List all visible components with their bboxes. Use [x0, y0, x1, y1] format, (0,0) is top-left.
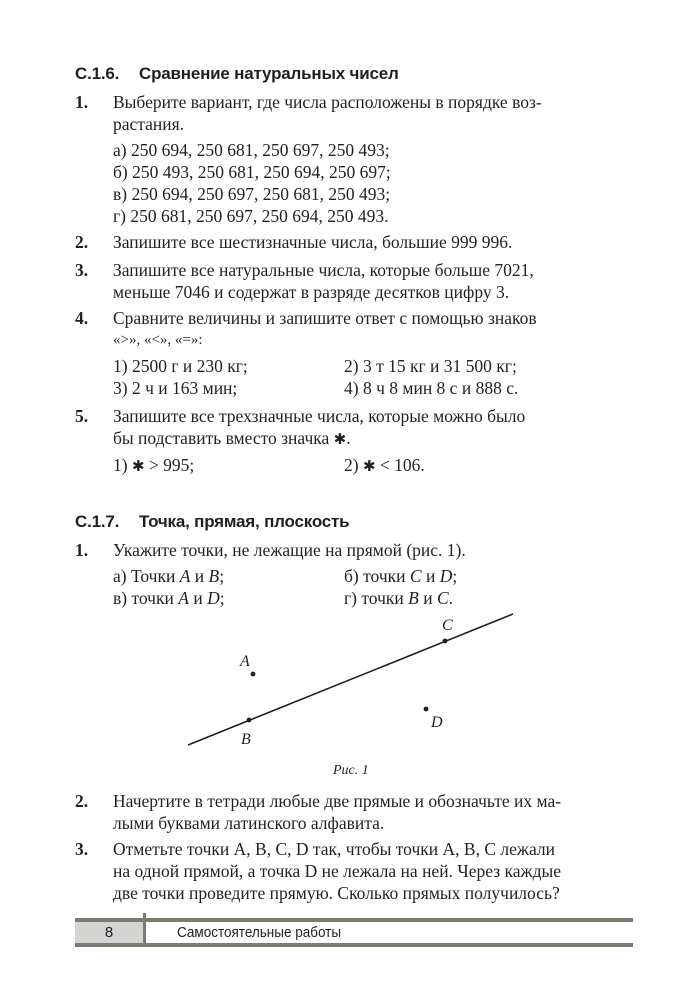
- punctuation: ;: [219, 588, 225, 608]
- section-number: С.1.7.: [75, 512, 120, 531]
- task-number: 1.: [75, 540, 89, 560]
- point-label: B: [208, 566, 220, 586]
- text-line: растания.: [113, 114, 185, 134]
- line-points-diagram: [170, 600, 540, 790]
- text-fragment: бы подставить вместо значка: [113, 428, 330, 448]
- option-text: > 995;: [148, 455, 195, 475]
- point-label: B: [408, 588, 419, 608]
- point-label: C: [436, 588, 449, 608]
- task-number: 2.: [75, 791, 89, 811]
- point-b-label: B: [241, 731, 251, 748]
- asterisk-symbol-icon: ✱: [362, 457, 376, 475]
- punctuation: ;: [219, 566, 225, 586]
- option-3: 3) 2 ч и 163 мин;: [113, 378, 238, 398]
- straight-line: [188, 614, 513, 745]
- option-b: [344, 565, 650, 587]
- text-line: меньше 7046 и содержат в разряде десятков цифру 3.: [113, 282, 510, 302]
- task-text: Запишите все шестизначные числа, большие 999 996.: [113, 232, 513, 252]
- option-4: 4) 8 ч 8 мин 8 с и 888 с.: [344, 378, 519, 398]
- task-1-6-2: [75, 231, 650, 253]
- footer-divider: [143, 913, 146, 947]
- task-text: Укажите точки, не лежащие на прямой (рис. 1).: [113, 540, 466, 560]
- task-number: 4.: [75, 308, 89, 328]
- option-label: 2): [344, 455, 359, 475]
- point-label: D: [439, 566, 453, 586]
- task-text: [113, 91, 650, 135]
- point-c-dot: [443, 639, 448, 644]
- task-number: 3.: [75, 839, 89, 859]
- answer-options: [113, 454, 650, 477]
- task-1-6-3: [75, 259, 650, 303]
- page-number: 8: [104, 924, 114, 941]
- point-d-label: D: [431, 714, 443, 731]
- option-v: в) 250 694, 250 697, 250 681, 250 493;: [113, 184, 391, 204]
- answer-options: [113, 355, 650, 399]
- section-heading-1-7: [75, 512, 349, 532]
- task-1-6-4: [75, 307, 650, 399]
- running-title: Самостоятельные работы: [177, 924, 342, 941]
- option-g: г) 250 681, 250 697, 250 694, 250 493.: [113, 206, 389, 226]
- text-line: лыми буквами латинского алфавита.: [113, 813, 385, 833]
- point-label: A: [179, 566, 191, 586]
- section-number: С.1.6.: [75, 64, 120, 83]
- task-text: [113, 259, 650, 303]
- text-line: Запишите все натуральные числа, которые больше 7021,: [113, 260, 534, 280]
- text-line: «>», «<», «=»:: [113, 332, 203, 348]
- text-line: Выберите вариант, где числа расположены в порядке воз-: [113, 92, 542, 112]
- task-1-7-1: [75, 539, 650, 609]
- task-number: 5.: [75, 406, 89, 426]
- task-number: 3.: [75, 260, 89, 280]
- task-text: [113, 838, 650, 904]
- task-text: [113, 790, 650, 834]
- section-title: Сравнение натуральных чисел: [139, 64, 399, 83]
- footer-bottom-rule: [75, 943, 633, 947]
- option-2: 2) 3 т 15 кг и 31 500 кг;: [344, 356, 517, 376]
- text-line: бы подставить вместо значка ✱.: [113, 428, 351, 448]
- point-label: C: [409, 566, 422, 586]
- conjunction: и: [193, 588, 203, 608]
- option-a: а) 250 694, 250 681, 250 697, 250 493;: [113, 140, 390, 160]
- option-a: [113, 565, 344, 587]
- figure-caption: Рис. 1: [333, 763, 369, 778]
- option-label: 1): [113, 455, 128, 475]
- option-label: б) точки: [344, 566, 406, 586]
- option-label: г) точки: [344, 588, 404, 608]
- option-1: [113, 454, 344, 477]
- text-line: Запишите все трехзначные числа, которые можно было: [113, 406, 526, 426]
- point-label: D: [207, 588, 220, 608]
- task-number: 2.: [75, 232, 89, 252]
- text-line: Сравните величины и запишите ответ с помощью знаков: [113, 308, 537, 328]
- text-line: две точки проведите прямую. Сколько прямых получилось?: [113, 883, 560, 903]
- section-title: Точка, прямая, плоскость: [139, 512, 350, 531]
- conjunction: и: [423, 588, 433, 608]
- point-label: A: [178, 588, 189, 608]
- task-1-6-1: [75, 91, 650, 227]
- text-line: на одной прямой, а точка D не лежала на ней. Через каждые: [113, 861, 562, 881]
- option-b: б) 250 493, 250 681, 250 694, 250 697;: [113, 162, 391, 182]
- asterisk-symbol-icon: ✱: [131, 457, 145, 475]
- point-d-dot: [424, 707, 429, 712]
- footer-top-rule: [75, 918, 633, 922]
- option-text: < 106.: [379, 455, 425, 475]
- text-line: Отметьте точки A, B, C, D так, чтобы точки A, B, C лежали: [113, 839, 555, 859]
- figure-1: [170, 600, 540, 790]
- option-2: [344, 454, 650, 477]
- answer-options: [113, 139, 650, 227]
- option-label: а) Точки: [113, 566, 176, 586]
- point-a-label: A: [240, 653, 250, 670]
- task-number: 1.: [75, 92, 89, 112]
- conjunction: и: [425, 566, 436, 586]
- task-text: [113, 307, 650, 351]
- task-1-7-3: [75, 838, 650, 904]
- punctuation: .: [448, 588, 454, 608]
- page-footer: [75, 913, 633, 945]
- asterisk-symbol-icon: ✱: [333, 430, 347, 448]
- point-a-dot: [251, 672, 256, 677]
- option-1: 1) 2500 г и 230 кг;: [113, 356, 248, 376]
- task-1-6-5: [75, 405, 650, 477]
- text-line: Начертите в тетради любые две прямые и обозначьте их ма-: [113, 791, 562, 811]
- point-c-label: C: [442, 617, 453, 634]
- section-heading-1-6: [75, 64, 399, 84]
- point-b-dot: [247, 718, 252, 723]
- punctuation: ;: [452, 566, 458, 586]
- task-text: [113, 405, 650, 450]
- task-1-7-2: [75, 790, 650, 834]
- conjunction: и: [194, 566, 205, 586]
- option-label: в) точки: [113, 588, 174, 608]
